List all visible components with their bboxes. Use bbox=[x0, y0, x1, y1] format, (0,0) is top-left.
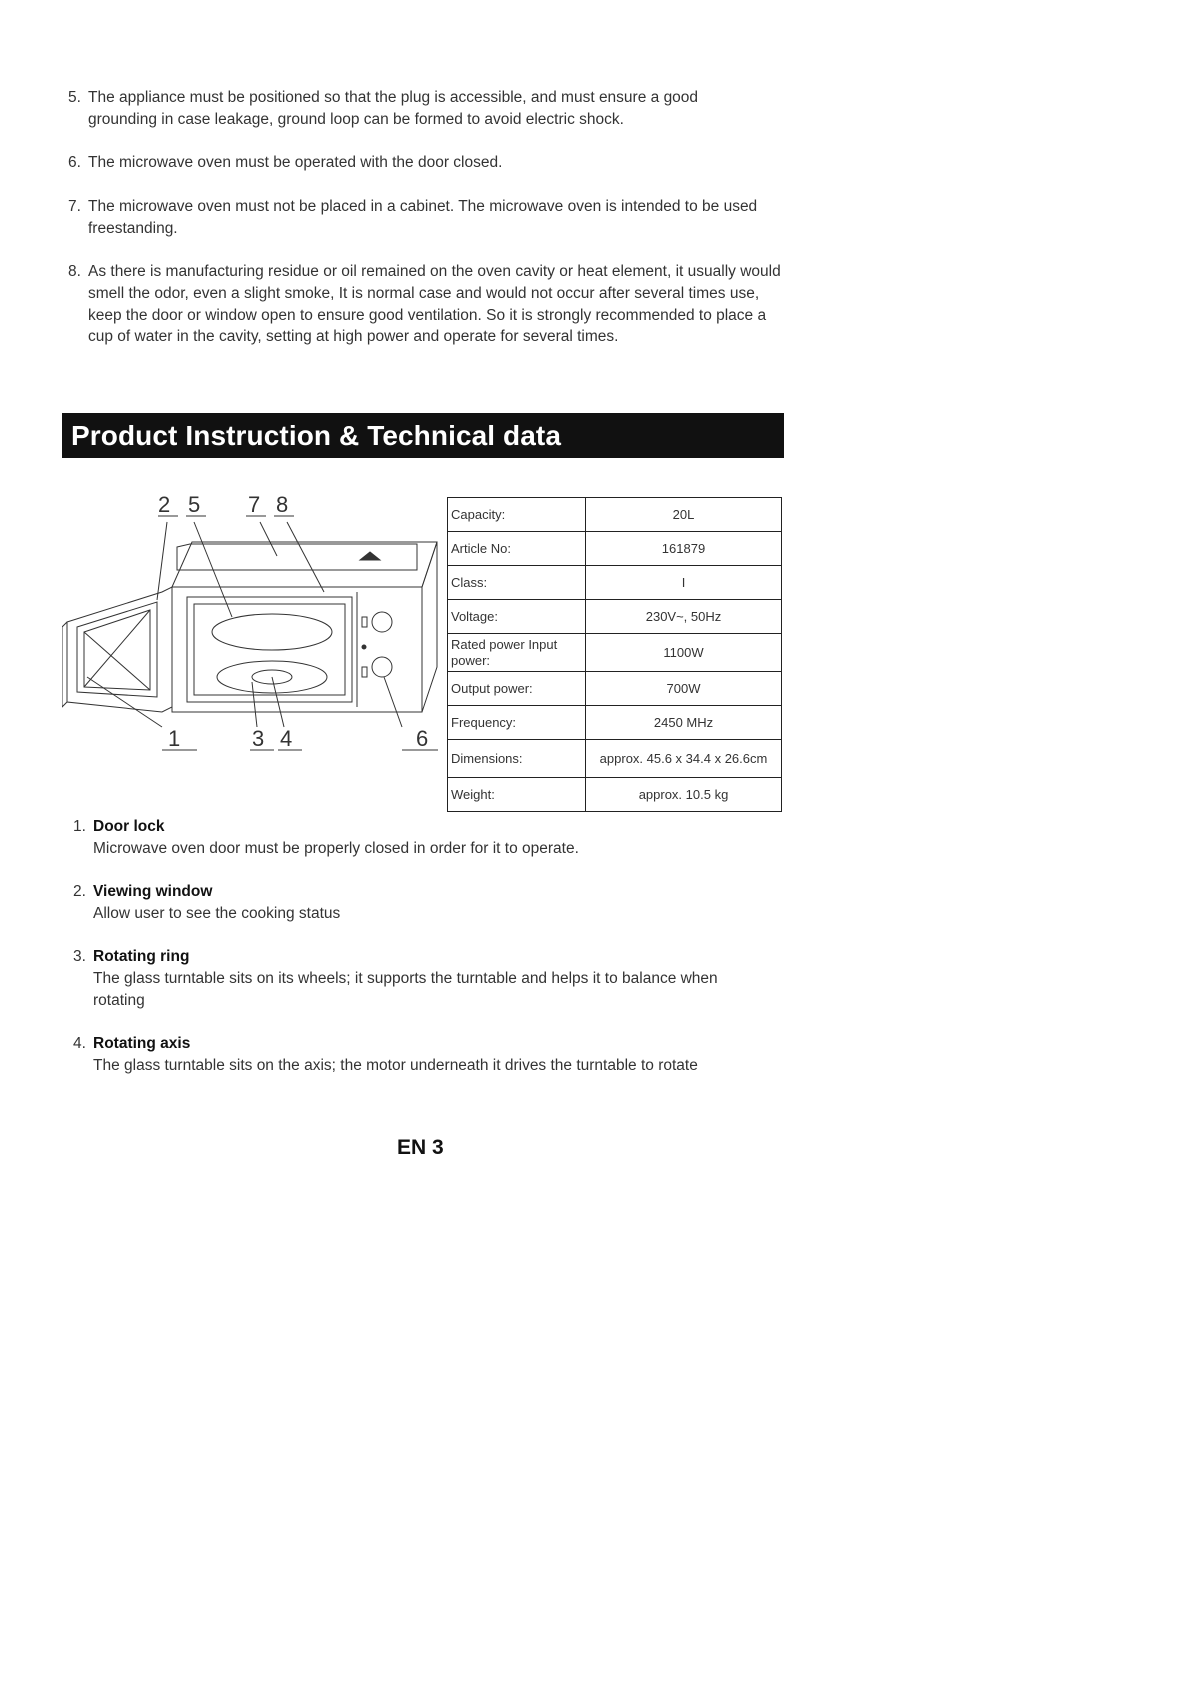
callout-label-4: 4 bbox=[280, 726, 293, 751]
callout-label-6: 6 bbox=[416, 726, 429, 751]
spec-value: approx. 10.5 kg bbox=[586, 778, 782, 812]
spec-label: Output power: bbox=[448, 672, 586, 706]
spec-label: Class: bbox=[448, 566, 586, 600]
indicator-dot bbox=[362, 645, 366, 649]
instruction-item-6: 6. The microwave oven must be operated with the door closed. bbox=[68, 154, 503, 171]
instruction-item-7: 7. The microwave oven must not be placed in a cabinet. The microwave oven is intended to be used freestanding. bbox=[68, 198, 758, 237]
callout-label-8: 8 bbox=[276, 492, 289, 517]
oven-side bbox=[422, 542, 437, 712]
spec-row bbox=[448, 566, 782, 600]
turntable-plate bbox=[212, 614, 332, 650]
spec-value: 20L bbox=[586, 498, 782, 532]
spec-label: Dimensions: bbox=[448, 740, 586, 778]
spec-label: Rated power Input power: bbox=[448, 634, 586, 672]
callout-label-3: 3 bbox=[252, 726, 265, 751]
feature-text: The glass turntable sits on the axis; the motor underneath it drives the turntable to rotate bbox=[93, 1056, 698, 1074]
feature-item-4: 4. Rotating axis The glass turntable sits on the axis; the motor underneath it drives the turntable to rotate bbox=[73, 1033, 793, 1077]
section-title: Product Instruction & Technical data bbox=[62, 413, 784, 458]
feature-title: Door lock bbox=[93, 818, 165, 835]
feature-text: The glass turntable sits on its wheels; it supports the turntable and helps it to balance when rotating bbox=[93, 969, 718, 1009]
leader-line-1 bbox=[87, 677, 162, 727]
spec-row bbox=[448, 634, 782, 672]
feature-text: Microwave oven door must be properly closed in order for it to operate. bbox=[93, 839, 579, 857]
spec-value: 230V~, 50Hz bbox=[586, 600, 782, 634]
instruction-item-5: 5. The appliance must be positioned so that the plug is accessible, and must ensure a good grounding in case leakage, ground loop can be formed to avoid electric shock. bbox=[68, 89, 699, 128]
spec-row bbox=[448, 778, 782, 812]
spec-label: Weight: bbox=[448, 778, 586, 812]
spec-row bbox=[448, 740, 782, 778]
feature-item-3: 3. Rotating ring The glass turntable sits on its wheels; it supports the turntable and helps it to balance when rotating bbox=[73, 946, 793, 1011]
top-vent-icon bbox=[360, 552, 380, 560]
spec-row bbox=[448, 706, 782, 740]
spec-label: Voltage: bbox=[448, 600, 586, 634]
lock-slot-lower bbox=[362, 667, 367, 677]
spec-row bbox=[448, 498, 782, 532]
feature-text: Allow user to see the cooking status bbox=[93, 904, 341, 922]
oven-top bbox=[172, 542, 437, 587]
spec-label: Frequency: bbox=[448, 706, 586, 740]
oven-body bbox=[172, 587, 422, 712]
feature-item-2: 2. Viewing window Allow user to see the cooking status bbox=[73, 881, 793, 925]
power-knob bbox=[372, 657, 392, 677]
spec-value: approx. 45.6 x 34.4 x 26.6cm bbox=[586, 740, 782, 778]
spec-value: 700W bbox=[586, 672, 782, 706]
spec-value: 161879 bbox=[586, 532, 782, 566]
door-edge bbox=[62, 622, 67, 707]
leader-line-2 bbox=[157, 522, 167, 600]
spec-label: Article No: bbox=[448, 532, 586, 566]
callout-label-7: 7 bbox=[248, 492, 261, 517]
spec-label: Capacity: bbox=[448, 498, 586, 532]
spec-row bbox=[448, 600, 782, 634]
spec-value: 2450 MHz bbox=[586, 706, 782, 740]
timer-knob bbox=[372, 612, 392, 632]
feature-title: Rotating ring bbox=[93, 948, 190, 965]
spec-row bbox=[448, 532, 782, 566]
leader-line-7 bbox=[260, 522, 277, 556]
top-panel bbox=[177, 544, 417, 570]
callout-label-5: 5 bbox=[188, 492, 201, 517]
spec-value: 1100W bbox=[586, 634, 782, 672]
leader-line-8 bbox=[287, 522, 324, 592]
feature-title: Rotating axis bbox=[93, 1035, 191, 1052]
spec-value: I bbox=[586, 566, 782, 600]
feature-item-1: 1. Door lock Microwave oven door must be properly closed in order for it to operate. bbox=[73, 816, 793, 860]
leader-line-3 bbox=[252, 682, 257, 727]
callout-label-1: 1 bbox=[168, 726, 181, 751]
tech-data-table bbox=[447, 497, 782, 812]
feature-title: Viewing window bbox=[93, 883, 213, 900]
lock-slot-upper bbox=[362, 617, 367, 627]
page-number: EN 3 bbox=[397, 1136, 444, 1159]
spec-row bbox=[448, 672, 782, 706]
callout-label-2: 2 bbox=[158, 492, 171, 517]
instruction-item-8: 8. As there is manufacturing residue or oil remained on the oven cavity or heat element, it usually would smell the odor, even a slight smoke, It is normal case and would not occur after several times use, keep the door or window open to ensure good ventilation. So it is strongly recommended to place a cup of water in the cavity, setting at high power and operate for several times. bbox=[68, 263, 781, 346]
leader-line-6 bbox=[384, 677, 402, 727]
microwave-diagram bbox=[62, 492, 442, 772]
oven-door bbox=[67, 587, 172, 712]
